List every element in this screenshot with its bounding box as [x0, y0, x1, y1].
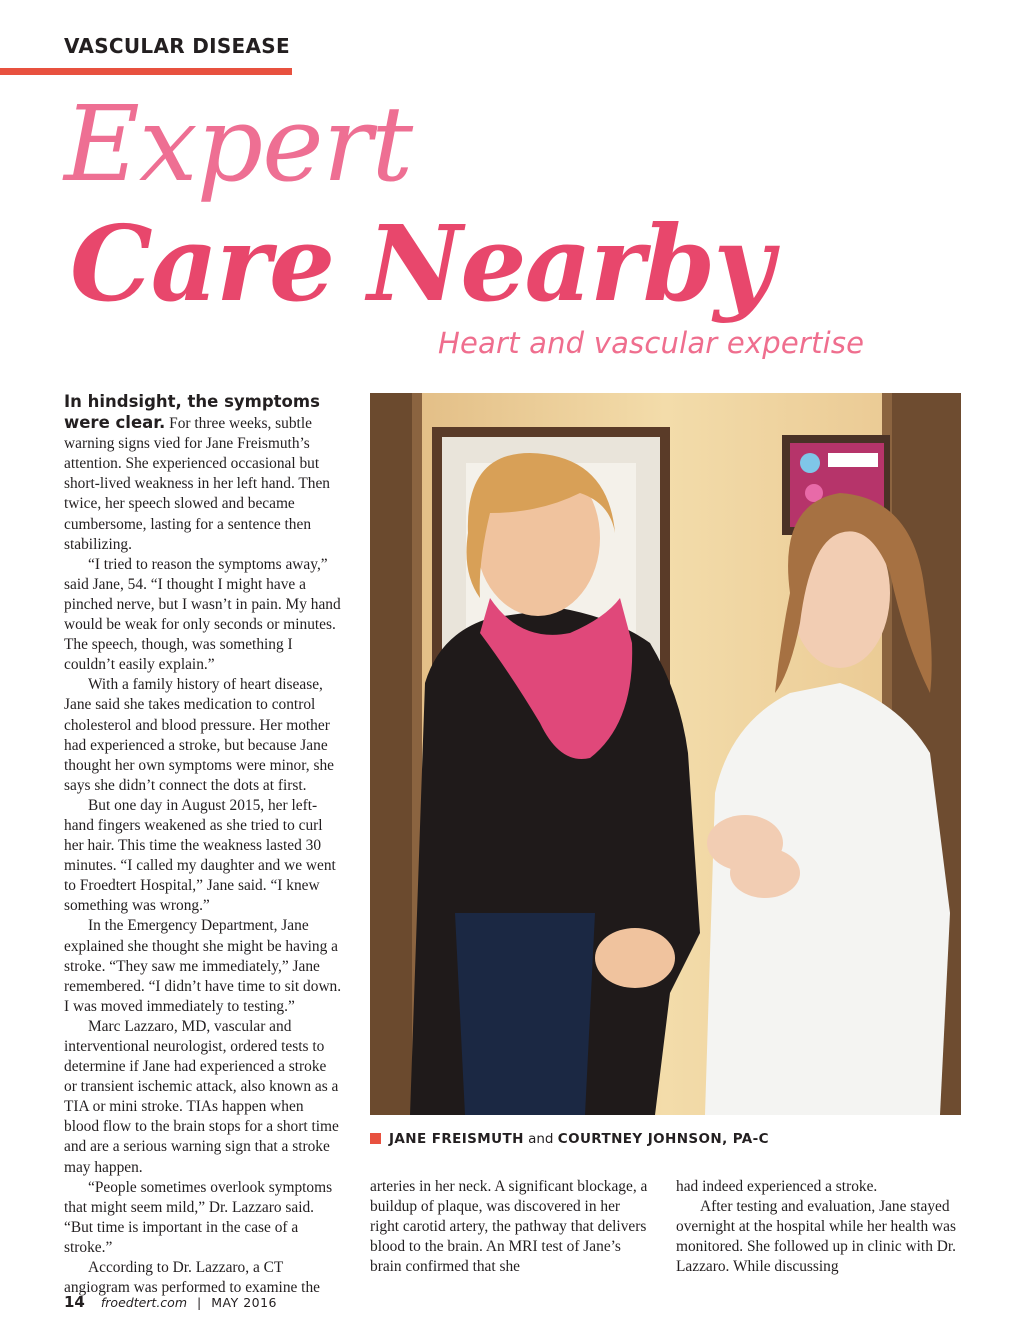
- paragraph-text: For three weeks, subtle warning signs vied for Jane Freismuth’s attention. She experienced occasional but short-lived weakness in her left hand. Then twice, her speech slowed and became cumbersome, lasting for a sentence then stabilizing.: [64, 415, 330, 553]
- page-footer: [64, 1293, 277, 1311]
- headline-line1: Expert: [64, 83, 413, 205]
- section-tag: VASCULAR DISEASE: [64, 34, 290, 58]
- headline-line2: Care Nearby: [70, 202, 772, 325]
- paragraph: But one day in August 2015, her left-hand fingers weakened as she tried to curl her hair. This time the weakness lasted 30 minutes. “I called my daughter and we went to Froedtert Hospital,” Jane said. “I knew something was wrong.”: [64, 796, 336, 915]
- section-rule: [0, 68, 292, 75]
- caption-and: and: [523, 1131, 558, 1147]
- paragraph: With a family history of heart disease, Jane said she takes medication to control cholesterol and blood pressure. Her mother had experienced a stroke, but because Jane thought her own symptoms were minor, she says she didn’t connect the dots at first.: [64, 676, 334, 794]
- paragraph: had indeed experienced a stroke.: [676, 1178, 878, 1195]
- paragraph: “I tried to reason the symptoms away,” said Jane, 54. “I thought I might have a pinched nerve, but I wasn’t in pain. My hand would be weak for only seconds or minutes. The speech, though, was something I couldn’t easily explain.”: [64, 555, 341, 674]
- paragraph: In the Emergency Department, Jane explained she thought she might be having a stroke. “They saw me immediately,” Jane remembered. “I didn’t have time to sit down. I was moved immediately to testing.”: [64, 917, 342, 1015]
- paragraph: “People sometimes overlook symptoms that might seem mild,” Dr. Lazzaro said. “But time is important in the case of a stroke.”: [64, 1178, 333, 1256]
- footer-date: MAY 2016: [211, 1295, 278, 1310]
- headline-subtitle: Heart and vascular expertise: [438, 326, 865, 360]
- paragraph: After testing and evaluation, Jane stayed overnight at the hospital while her health was monitored. She followed up in clinic with Dr. Lazzaro. While discussing: [676, 1198, 956, 1276]
- paragraph: According to Dr. Lazzaro, a CT angiogram was performed to examine the: [64, 1259, 320, 1297]
- article-photo: [370, 393, 961, 1115]
- caption-name-2: COURTNEY JOHNSON, PA-C: [557, 1131, 769, 1147]
- photo-caption: [370, 1131, 970, 1147]
- article-column-1: [64, 392, 342, 1298]
- caption-bullet: [370, 1133, 381, 1144]
- lead-in: In hindsight, the symptoms were clear.: [64, 392, 320, 433]
- paragraph: Marc Lazzaro, MD, vascular and interventional neurologist, ordered tests to determine if Jane had experienced a stroke or transient ischemic attack, also known as a TIA or mini stroke. TIAs happen when blood flow to the brain stops for a short time and are a serious warning sign that a stroke may happen.: [64, 1017, 339, 1176]
- paragraph: arteries in her neck. A significant blockage, a buildup of plaque, was discovered in her right carotid artery, the pathway that delivers blood to the brain. An MRI test of Jane’s brain confirmed that she: [370, 1178, 648, 1276]
- paragraph: [64, 392, 342, 555]
- article-column-3: [676, 1177, 958, 1277]
- footer-site: froedtert.com: [100, 1295, 187, 1310]
- article-column-2: [370, 1177, 652, 1277]
- photo-illustration: [370, 393, 961, 1115]
- footer-separator: |: [197, 1295, 202, 1310]
- caption-name-1: JANE FREISMUTH: [389, 1131, 524, 1147]
- page-number: 14: [64, 1293, 85, 1311]
